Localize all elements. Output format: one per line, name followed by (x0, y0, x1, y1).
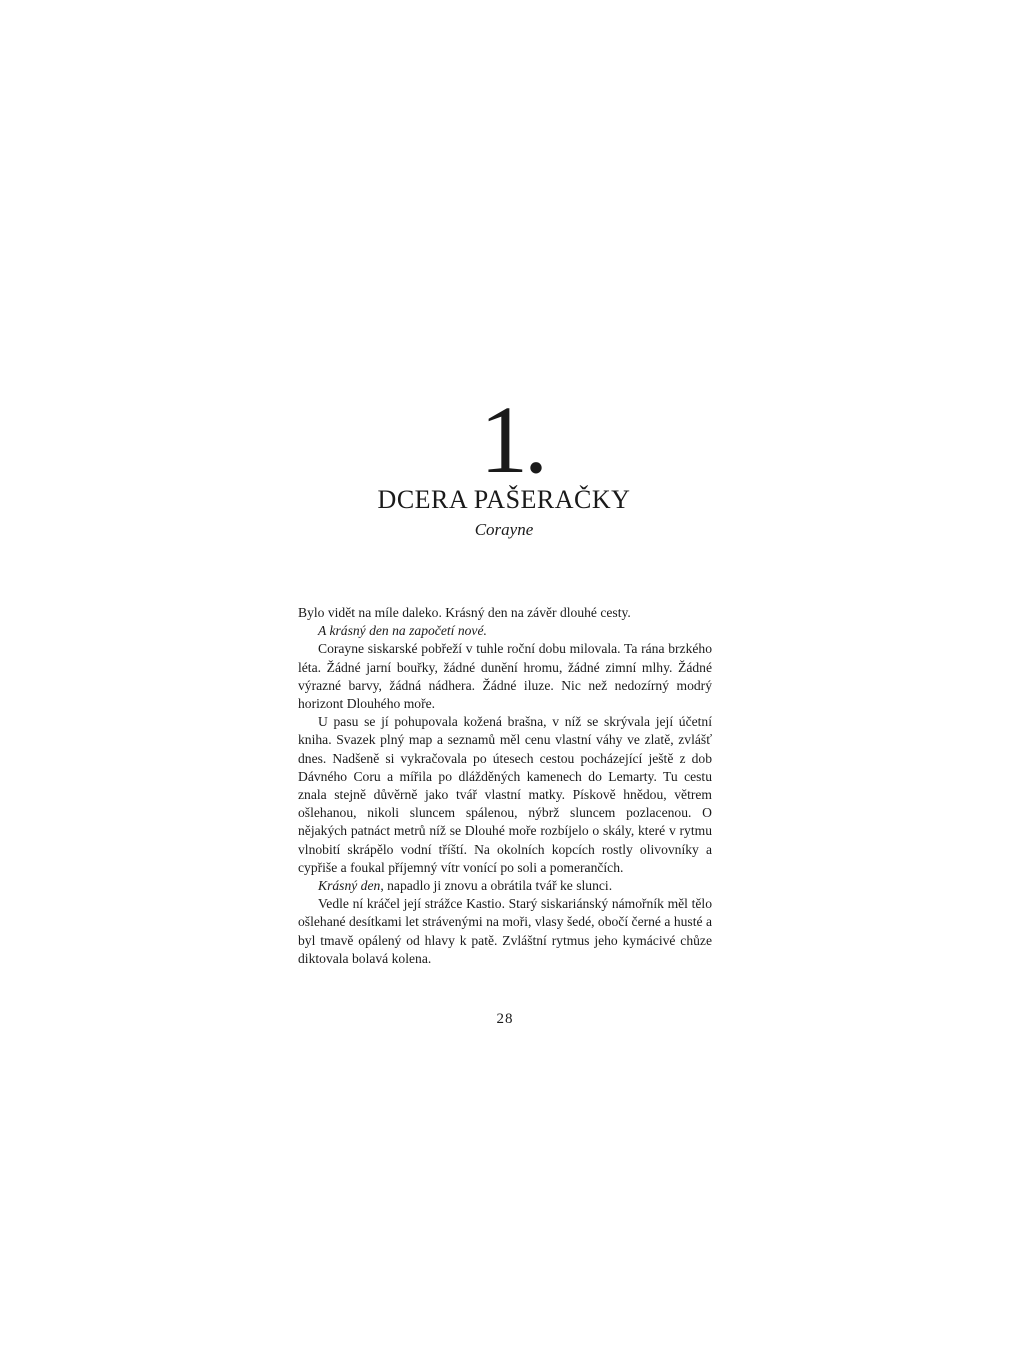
paragraph (298, 640, 712, 713)
paragraph-italic: A krásný den na započetí nové. (318, 623, 487, 639)
chapter-pov-name: Corayne (474, 520, 534, 539)
paragraph (298, 713, 712, 877)
chapter-title: DCERA PAŠERAČKY (377, 485, 631, 514)
paragraph (298, 895, 712, 968)
paragraph (298, 877, 712, 895)
chapter-number: 1. (480, 386, 544, 493)
page-number: 28 (496, 1011, 514, 1027)
paragraph (298, 622, 712, 640)
paragraph-text: U pasu se jí pohupovala kožená brašna, v níž se skrývala její účetní kniha. Svazek plný map a seznamů měl cenu vlastní váhy ve zlatě, zvlášť dnes. Nadšeně si vykračovala po útesech cestou pocházející ještě z dob Dávného Coru a mířila po dlážděných kamenech do Lemarty. Tu cestu znala stejně důvěrně jako tvář vlastní matky. Pískově hnědou, větrem ošlehanou, nikoli sluncem spálenou, nýbrž sluncem pozlacenou. O nějakých patnáct metrů níž se Dlouhé moře rozbíjelo o skály, které v rytmu vlnobití skrápělo vodní tříští. Na okolních kopcích rostly olivovníky a cypřiše a foukal příjemný vítr vonící po soli a pomerančích. (298, 714, 712, 875)
chapter-body-text (298, 604, 712, 968)
paragraph-italic: Krásný den (318, 878, 381, 894)
paragraph-text: , napadlo ji znovu a obrátila tvář ke slunci. (380, 878, 613, 894)
paragraph-text: Bylo vidět na míle daleko. Krásný den na závěr dlouhé cesty. (298, 605, 631, 620)
paragraph-text: Vedle ní kráčel její strážce Kastio. Starý siskariánský námořník měl tělo ošlehané desítkami let strávenými na moři, vlasy šedé, obočí černé a husté a byl tmavě opálený od hlavy k patě. Zvláštní rytmus jeho kymácivé chůze diktovala bolavá kolena. (298, 896, 712, 966)
paragraph-text: Corayne siskarské pobřeží v tuhle roční dobu milovala. Ta rána brzkého léta. Žádné jarní bouřky, žádné dunění hromu, žádné zimní mlhy. Žádné výrazné barvy, žádná nádhera. Žádné iluze. Nic než nedozírný modrý horizont Dlouhého moře. (298, 641, 712, 712)
paragraph (298, 604, 712, 622)
